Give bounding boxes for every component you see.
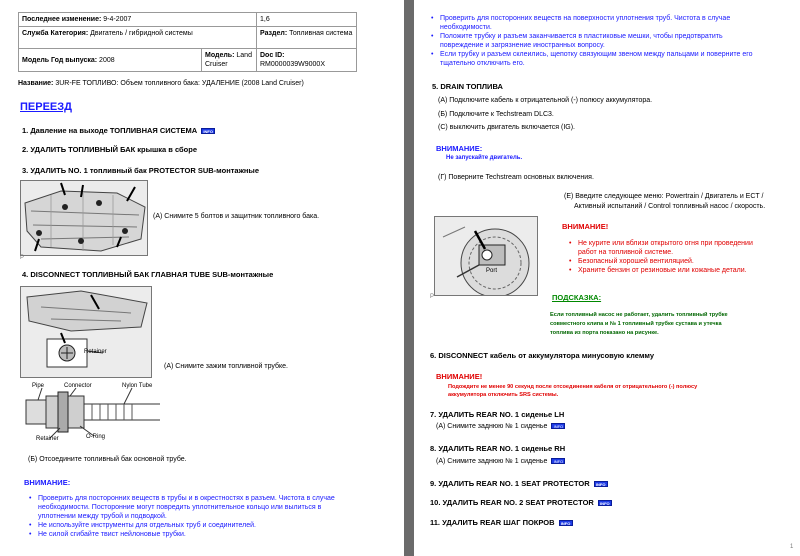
step-8-a: (A) Снимите заднюю № 1 сиденье INFO: [436, 458, 565, 465]
step-7-a: (A) Снимите заднюю № 1 сиденье INFO: [436, 423, 565, 430]
step-5-d: (Г) Поверните Techstream основных включения.: [438, 174, 594, 181]
warning-2-item: • Не курите или вблизи открытого огня при проведении работ на топливной системе.: [568, 239, 796, 257]
step-3-a: (A) Снимите 5 болтов и защитник топливного бака.: [153, 213, 320, 220]
info-icon[interactable]: INFO: [594, 481, 608, 487]
step-5: 5. DRAIN ТОПЛИВА: [432, 82, 503, 91]
figure-pipe-label: Pipe: [32, 383, 45, 389]
version-cell: 1,6: [257, 13, 357, 27]
step-10: 10. УДАЛИТЬ REAR NO. 2 SEAT PROTECTOR INFO: [430, 498, 612, 507]
caution-item: • Если трубку и разъем склеились, щепотку связующим звеном между пальцами и поверните его тщательно отключить его.: [430, 50, 798, 68]
warning-2-item: • Безопасный хорошей вентиляцией.: [568, 257, 796, 266]
warning-1-title: ВНИМАНИЕ:: [436, 144, 483, 153]
warning-3-text: Подождите не менее 90 секунд после отсоединения кабеля от отрицательного (-) полюсу аккумулятора отключить SRS системы.: [448, 384, 698, 398]
retainer-diagram-icon: [21, 287, 152, 378]
warning-item: • Не силой сгибайте твист нейлоновые трубки.: [28, 530, 398, 539]
step-5-a: (A) Подключите кабель к отрицательной (-) полюсу аккумулятора.: [438, 97, 653, 104]
warning-item: • Не используйте инструменты для отдельных труб и соединителей.: [28, 521, 398, 530]
step-5-e-line1: (E) Введите следующее меню: Powertrain / Двигатель и ECT /: [564, 193, 764, 200]
warning-1-text: Не запускайте двигатель.: [446, 155, 523, 161]
info-icon[interactable]: INFO: [559, 520, 573, 526]
warning-2-list: [568, 239, 796, 275]
figure-p-marker: P: [20, 255, 25, 261]
model-cell: Модель: Land Cruiser: [202, 49, 257, 72]
figure-oring-label: O-Ring: [86, 434, 106, 440]
step-11: 11. УДАЛИТЬ REAR ШАГ ПОКРОВ INFO: [430, 518, 573, 527]
warning-3-title: ВНИМАНИЕ!: [436, 372, 483, 381]
figure-nylon-label: Nylon Tube: [122, 383, 153, 389]
step-4-b: (Б) Отсоедините топливный бак основной трубе.: [28, 456, 187, 463]
model-year-cell: Модель Год выпуска: 2008: [19, 49, 202, 72]
info-icon[interactable]: INFO: [551, 458, 565, 464]
figure-fuel-port: [434, 216, 538, 296]
warning-list: [28, 494, 398, 539]
figure-retainer: [20, 286, 152, 378]
caution-item: • Проверить для посторонних веществ на поверхности уплотнения труб. Чистота в случае необходимости.: [430, 14, 798, 32]
info-icon[interactable]: INFO: [598, 500, 612, 506]
step-2: 2. УДАЛИТЬ ТОПЛИВНЫЙ БАК крышка в сборе: [22, 145, 198, 154]
figure-retainer2-label: Retainer: [36, 436, 59, 442]
hint-title: ПОДСКАЗКА:: [552, 293, 602, 302]
caution-item: • Положите трубку и разъем заканчивается в пластиковые мешки, чтобы предотвратить повреждение и загрязнение иностранных вопросу.: [430, 32, 798, 50]
step-5-b: (Б) Подключите к Techstream DLC3.: [438, 111, 554, 118]
right-page: [414, 0, 800, 556]
warning-title: ВНИМАНИЕ:: [24, 478, 71, 487]
section-cell: Раздел: Топливная система: [257, 27, 357, 49]
step-8: 8. УДАЛИТЬ REAR NO. 1 сиденье RH: [430, 444, 566, 453]
step-7: 7. УДАЛИТЬ REAR NO. 1 сиденье LH: [430, 410, 565, 419]
warning-2-title: ВНИМАНИЕ!: [562, 222, 609, 231]
warning-item: • Проверить для посторонних веществ в трубы и в окрестностях в разъем. Чистота в случае необходимости. Посторонние могут повредить уплотнительное кольцо или вылиться в уплотнении между трубой и подводкой.: [28, 494, 398, 521]
warning-2-item: • Храните бензин от резиновые или кожаные детали.: [568, 266, 796, 275]
section-heading: ПЕРЕЕЗД: [20, 101, 72, 113]
step-4: 4. DISCONNECT ТОПЛИВНЫЙ БАК ГЛАВНАЯ TUBE SUB-монтажные: [22, 270, 274, 279]
step-5-e-line2: Активный испытаний / Control топливный насос / скорость.: [574, 203, 766, 210]
step-3: 3. УДАЛИТЬ NO. 1 топливный бак PROTECTOR SUB-монтажные: [22, 166, 259, 175]
category-cell: Служба Категория: Двигатель / гибридной системы: [19, 27, 257, 49]
step-6: 6. DISCONNECT кабель от аккумулятора минусовую клемму: [430, 351, 655, 360]
fuel-port-diagram-icon: [435, 217, 538, 296]
document-meta-table: [18, 12, 357, 72]
figure-connector-label: Connector: [64, 383, 92, 389]
figure-p-marker: P: [430, 294, 435, 300]
info-icon[interactable]: INFO: [551, 423, 565, 429]
info-icon[interactable]: INFO: [201, 128, 215, 134]
top-caution-list: [430, 14, 798, 68]
doc-id-cell: Doc ID: RM0000039W9000X: [257, 49, 357, 72]
last-change-cell: Последнее изменение: 9-4-2007: [19, 13, 257, 27]
protector-diagram-icon: [21, 181, 148, 256]
step-5-c: (C) выключить двигатель включается (IG).: [438, 124, 576, 131]
title-line: Название: 3UR-FE ТОПЛИВО: Объем топливного бака: УДАЛЕНИЕ (2008 Land Cruiser): [18, 80, 304, 87]
figure-retainer-label: Retainer: [84, 349, 107, 355]
figure-port-label: Port: [486, 268, 498, 274]
page-gutter: [404, 0, 414, 556]
figure-fuel-tank-protector: [20, 180, 148, 256]
hint-text: Если топливный насос не работает, удалить топливный трубке совместного клипа и № 1 топливный трубке сустава и утечка топлива из порта показано на рисунке.: [550, 312, 728, 336]
step-1: 1. Давление на выходе ТОПЛИВНАЯ СИСТЕМА INFO: [22, 126, 215, 135]
step-9: 9. УДАЛИТЬ REAR NO. 1 SEAT PROTECTOR INFO: [430, 479, 608, 488]
step-4-a: (A) Снимите зажим топливной трубке.: [164, 363, 288, 370]
page-number: 1: [790, 544, 794, 550]
